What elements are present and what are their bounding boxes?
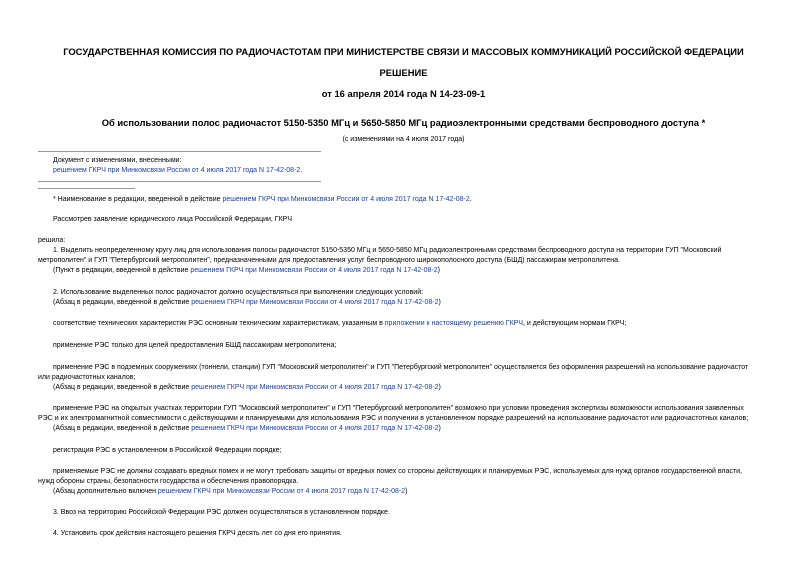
item-3: 3. Ввоз на территорию Российской Федерации РЭС должен осуществляться в установленном порядке.: [53, 509, 390, 516]
condition-purpose: применение РЭС только для целей предоставления БШД пассажирам метрополитена;: [53, 342, 337, 349]
footnote: * Наименование в редакции, введенной в действие решением ГКРЧ при Минкомсвязи России от 4 июля 2017 года N 17-42-08-2.: [53, 196, 472, 203]
condition-open-note: (Абзац в редакции, введенной в действие решением ГКРЧ при Минкомсвязи России от 4 июля 2017 года N 17-42-08-2): [53, 425, 441, 432]
footnote-link[interactable]: решением ГКРЧ при Минкомсвязи России от 4 июля 2017 года N 17-42-08-2: [222, 196, 470, 203]
intro-text: Рассмотрев заявление юридического лица Российской Федерации, ГКРЧ: [53, 216, 292, 223]
decided-label: решила:: [38, 237, 66, 244]
item-2-note: (Абзац в редакции, введенной в действие решением ГКРЧ при Минкомсвязи России от 4 июля 2017 года N 17-42-08-2): [53, 299, 441, 306]
item-1-note: (Пункт в редакции, введенной в действие решением ГКРЧ при Минкомсвязи России от 4 июля 2017 года N 17-42-08-2): [53, 267, 440, 274]
date-number: от 16 апреля 2014 года N 14-23-09-1: [321, 88, 486, 99]
appendix-link[interactable]: приложении к настоящему решению ГКРЧ: [384, 320, 523, 327]
commission-heading: ГОСУДАРСТВЕННАЯ КОМИССИЯ ПО РАДИОЧАСТОТАМ ПРИ МИНИСТЕРСТВЕ СВЯЗИ И МАССОВЫХ КОММУНИКАЦИЙ РОССИЙСКОЙ ФЕДЕРАЦИИ: [63, 46, 744, 57]
condition-open-line-1: применение РЭС на открытых участках территории ГУП "Московский метрополитен" и ГУП "Петербургский метрополитен" возможно при условии проведения экспертизы возможности использования заявленных: [53, 405, 744, 412]
changes-bottom-rule: [38, 181, 321, 182]
condition-interference-note: (Абзац дополнительно включен решением ГКРЧ при Минкомсвязи России от 4 июля 2017 года N 17-42-08-2): [53, 488, 408, 495]
footnote-rule: [38, 188, 135, 189]
document-type: РЕШЕНИЕ: [379, 67, 428, 78]
condition-registration: регистрация РЭС в установленном в Российской Федерации порядке;: [53, 447, 282, 454]
item-1-line-1: 1. Выделить неопределенному кругу лиц для использования полосы радиочастот 5150-5350 МГц и 5650-5850 МГц радиоэлектронными средствами беспроводного доступа на территории ГУП "Московский: [53, 247, 722, 254]
changes-label: Документ с изменениями, внесенными:: [53, 157, 182, 164]
amendment-link[interactable]: решением ГКРЧ при Минкомсвязи России от 4 июля 2017 года N 17-42-08-2: [191, 384, 439, 391]
amendment-link[interactable]: решением ГКРЧ при Минкомсвязи России от 4 июля 2017 года N 17-42-08-2: [53, 167, 301, 174]
changes-top-rule: [38, 151, 321, 152]
amendment-link[interactable]: решением ГКРЧ при Минкомсвязи России от 4 июля 2017 года N 17-42-08-2: [157, 488, 406, 495]
condition-interference-line-1: применяемые РЭС не должны создавать вредных помех и не могут требовать защиты от вредных помех со стороны действующих и планируемых РЭС, используемых для нужд органов государственной власти,: [53, 468, 742, 475]
condition-open-line-2: РЭС и их электромагнитной совместимости с действующими и планируемыми для использования РЭС и получении в установленном порядке разрешений на использование радиочастот или радиочастотных каналов;: [38, 415, 749, 422]
amendment-link[interactable]: решением ГКРЧ при Минкомсвязи России от 4 июля 2017 года N 17-42-08-2: [191, 425, 439, 432]
item-4: 4. Установить срок действия настоящего решения ГКРЧ десять лет со дня его принятия.: [53, 530, 342, 537]
amendment-link[interactable]: решением ГКРЧ при Минкомсвязи России от 4 июля 2017 года N 17-42-08-2: [191, 299, 439, 306]
condition-underground-note: (Абзац в редакции, введенной в действие решением ГКРЧ при Минкомсвязи России от 4 июля 2017 года N 17-42-08-2): [53, 384, 441, 391]
condition-interference-line-2: нужд обороны страны, безопасности государства и обеспечения правопорядка.: [38, 478, 299, 485]
amendment-link[interactable]: решением ГКРЧ при Минкомсвязи России от 4 июля 2017 года N 17-42-08-2: [190, 267, 438, 274]
condition-technical: соответствие технических характеристик РЭС основным техническим характеристикам, указанным в приложении к настоящему решению ГКРЧ, и действующим нормам ГКРЧ;: [53, 320, 627, 327]
item-1-line-2: метрополитен" и ГУП "Петербургский метрополитен", предназначенными для предоставления услуг беспроводного широкополосного доступа (БШД) пассажирам метрополитена.: [38, 257, 620, 264]
changes-line: решением ГКРЧ при Минкомсвязи России от 4 июля 2017 года N 17-42-08-2.: [53, 167, 303, 174]
revision-note: (с изменениями на 4 июля 2017 года): [342, 136, 465, 143]
item-2: 2. Использование выделенных полос радиочастот должно осуществляться при выполнении следующих условий:: [53, 289, 424, 296]
document-title: Об использовании полос радиочастот 5150-5350 МГц и 5650-5850 МГц радиоэлектронными средствами беспроводного доступа *: [101, 117, 706, 128]
condition-underground-line-1: применение РЭС в подземных сооружениях (тоннели, станции) ГУП "Московский метрополитен" и ГУП "Петербургский метрополитен" осуществляется без оформления разрешений на использование радиочастот: [53, 364, 749, 371]
condition-underground-line-2: или радиочастотных каналов;: [38, 374, 136, 381]
